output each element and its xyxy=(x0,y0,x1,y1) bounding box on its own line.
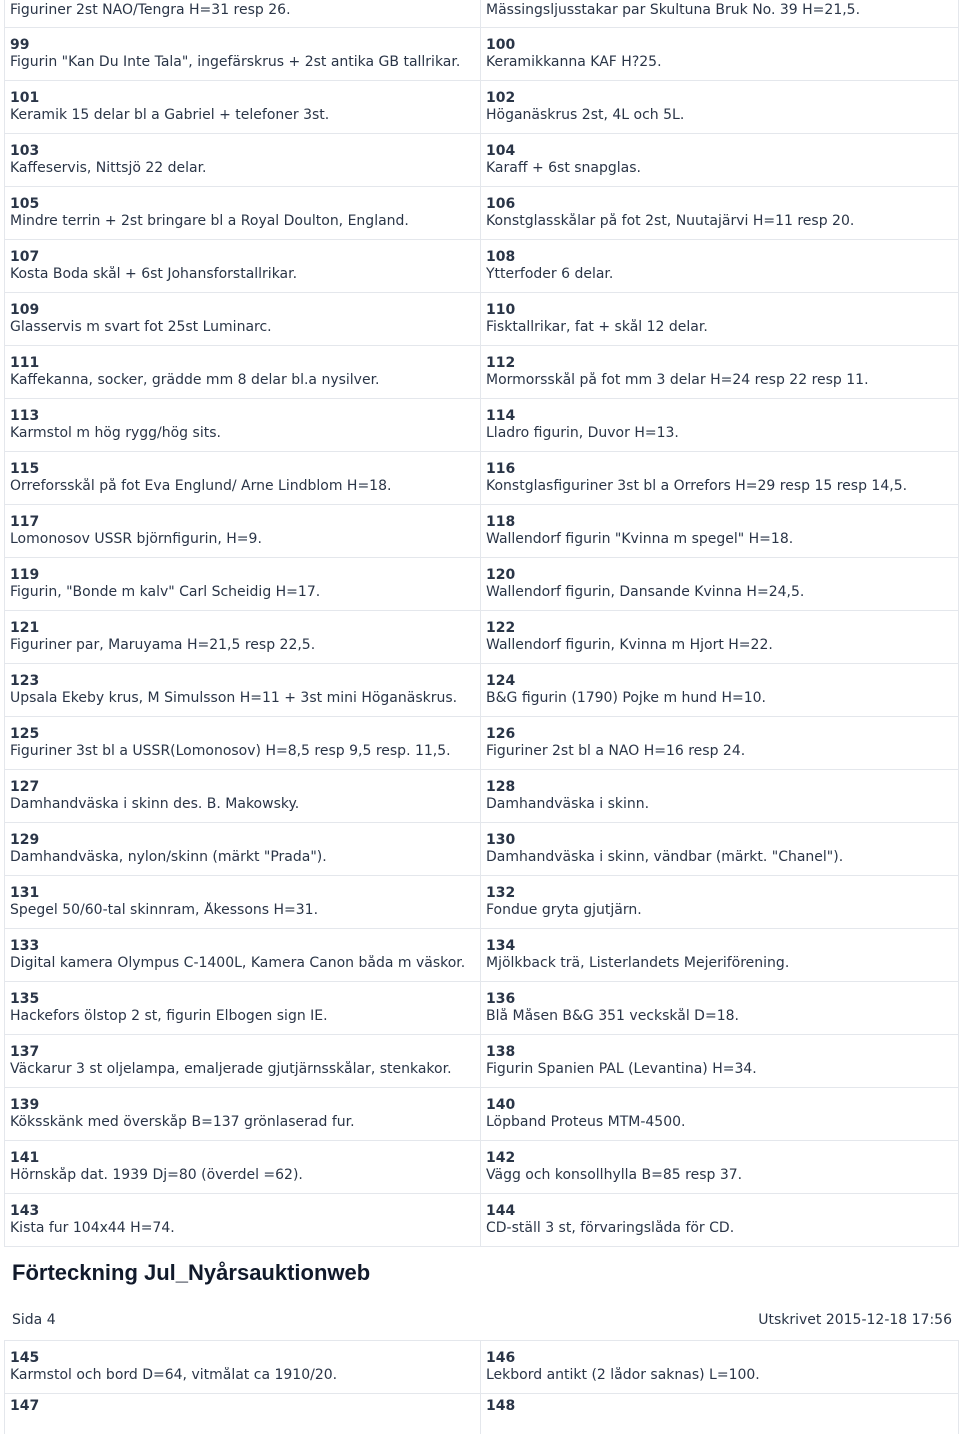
lot-row xyxy=(5,187,958,240)
lot-number: 136 xyxy=(486,991,516,1007)
lot-description: Konstglasskålar på fot 2st, Nuutajärvi H=11 resp 20. xyxy=(486,213,855,229)
lot-number: 145 xyxy=(10,1350,40,1366)
printed-timestamp: Utskrivet 2015-12-18 17:56 xyxy=(758,1312,952,1328)
lot-cell-right xyxy=(481,452,958,504)
lot-cell-right xyxy=(481,399,958,451)
lot-description: Kosta Boda skål + 6st Johansforstallrikar. xyxy=(10,266,298,282)
lot-description: Lladro figurin, Duvor H=13. xyxy=(486,425,679,441)
lot-description: B&G figurin (1790) Pojke m hund H=10. xyxy=(486,690,767,706)
lot-description: Hörnskåp dat. 1939 Dj=80 (överdel =62). xyxy=(10,1167,303,1183)
lot-cell-left xyxy=(5,346,481,398)
lot-cell-right xyxy=(481,293,958,345)
lot-number: 118 xyxy=(486,514,516,530)
lot-description: Höganäskrus 2st, 4L och 5L. xyxy=(486,107,685,123)
lot-number: 128 xyxy=(486,779,516,795)
lot-description: Kaffeservis, Nittsjö 22 delar. xyxy=(10,160,207,176)
lot-cell-left xyxy=(5,0,481,27)
lot-description: Spegel 50/60-tal skinnram, Åkessons H=31. xyxy=(10,902,319,918)
lot-table-top xyxy=(4,0,959,1247)
lot-cell-left xyxy=(5,558,481,610)
lot-cell-left xyxy=(5,505,481,557)
lot-cell-right xyxy=(481,717,958,769)
lot-number: 125 xyxy=(10,726,40,742)
lot-cell-right xyxy=(481,134,958,186)
lot-description: Blå Måsen B&G 351 veckskål D=18. xyxy=(486,1008,739,1024)
lot-cell-right xyxy=(481,1394,958,1434)
lot-number: 148 xyxy=(486,1398,516,1414)
lot-number: 101 xyxy=(10,90,40,106)
lot-row xyxy=(5,770,958,823)
lot-number: 147 xyxy=(10,1398,40,1414)
lot-cell-left xyxy=(5,611,481,663)
lot-number: 102 xyxy=(486,90,516,106)
lot-number: 129 xyxy=(10,832,40,848)
lot-description: Orreforsskål på fot Eva Englund/ Arne Lindblom H=18. xyxy=(10,478,392,494)
lot-cell-left xyxy=(5,664,481,716)
lot-cell-left xyxy=(5,1088,481,1140)
lot-cell-right xyxy=(481,1194,958,1246)
lot-description: Keramik 15 delar bl a Gabriel + telefoner 3st. xyxy=(10,107,330,123)
lot-number: 110 xyxy=(486,302,516,318)
lot-cell-left xyxy=(5,1341,481,1393)
lot-number: 124 xyxy=(486,673,516,689)
lot-description: Vägg och konsollhylla B=85 resp 37. xyxy=(486,1167,743,1183)
lot-cell-left xyxy=(5,823,481,875)
lot-row xyxy=(5,558,958,611)
lot-number: 119 xyxy=(10,567,40,583)
lot-row xyxy=(5,240,958,293)
lot-cell-right xyxy=(481,187,958,239)
lot-description: Karmstol m hög rygg/hög sits. xyxy=(10,425,221,441)
lot-description: Figuriner 2st NAO/Tengra H=31 resp 26. xyxy=(10,2,291,18)
lot-number: 122 xyxy=(486,620,516,636)
lot-description: Figuriner 2st bl a NAO H=16 resp 24. xyxy=(486,743,746,759)
lot-number: 100 xyxy=(486,37,516,53)
lot-cell-right xyxy=(481,1141,958,1193)
lot-description: Figurin, "Bonde m kalv" Carl Scheidig H=17. xyxy=(10,584,321,600)
lot-description: Mjölkback trä, Listerlandets Mejeriförening. xyxy=(486,955,790,971)
lot-description: Karaff + 6st snapglas. xyxy=(486,160,641,176)
lot-cell-left xyxy=(5,187,481,239)
lot-description: Damhandväska, nylon/skinn (märkt "Prada"). xyxy=(10,849,327,865)
lot-number: 99 xyxy=(10,37,30,53)
lot-description: Upsala Ekeby krus, M Simulsson H=11 + 3st mini Höganäskrus. xyxy=(10,690,458,706)
lot-description: Mässingsljusstakar par Skultuna Bruk No. 39 H=21,5. xyxy=(486,2,861,18)
lot-number: 117 xyxy=(10,514,40,530)
lot-description: Lekbord antikt (2 lådor saknas) L=100. xyxy=(486,1367,760,1383)
lot-description: Mormorsskål på fot mm 3 delar H=24 resp 22 resp 11. xyxy=(486,372,869,388)
lot-cell-left xyxy=(5,876,481,928)
lot-description: Kista fur 104x44 H=74. xyxy=(10,1220,175,1236)
lot-description: Wallendorf figurin, Dansande Kvinna H=24,5. xyxy=(486,584,805,600)
lot-row xyxy=(5,1341,958,1394)
lot-cell-right xyxy=(481,770,958,822)
lot-description: Glasservis m svart fot 25st Luminarc. xyxy=(10,319,272,335)
lot-row xyxy=(5,611,958,664)
lot-number: 123 xyxy=(10,673,40,689)
lot-description: Konstglasfiguriner 3st bl a Orrefors H=29 resp 15 resp 14,5. xyxy=(486,478,908,494)
lot-cell-right xyxy=(481,558,958,610)
lot-cell-right xyxy=(481,823,958,875)
lot-cell-left xyxy=(5,1035,481,1087)
lot-description: Damhandväska i skinn des. B. Makowsky. xyxy=(10,796,300,812)
lot-number: 130 xyxy=(486,832,516,848)
lot-description: Figuriner 3st bl a USSR(Lomonosov) H=8,5 resp 9,5 resp. 11,5. xyxy=(10,743,451,759)
lot-table-bottom xyxy=(4,1340,959,1434)
lot-description: Fisktallrikar, fat + skål 12 delar. xyxy=(486,319,708,335)
lot-number: 132 xyxy=(486,885,516,901)
lot-row xyxy=(5,134,958,187)
lot-number: 120 xyxy=(486,567,516,583)
lot-number: 141 xyxy=(10,1150,40,1166)
lot-row xyxy=(5,0,958,28)
lot-row xyxy=(5,982,958,1035)
lot-description: Keramikkanna KAF H?25. xyxy=(486,54,662,70)
lot-row xyxy=(5,876,958,929)
lot-cell-left xyxy=(5,717,481,769)
lot-description: Mindre terrin + 2st bringare bl a Royal Doulton, England. xyxy=(10,213,409,229)
lot-number: 109 xyxy=(10,302,40,318)
lot-number: 106 xyxy=(486,196,516,212)
lot-description: Fondue gryta gjutjärn. xyxy=(486,902,642,918)
lot-row xyxy=(5,452,958,505)
lot-number: 143 xyxy=(10,1203,40,1219)
lot-number: 115 xyxy=(10,461,40,477)
lot-number: 113 xyxy=(10,408,40,424)
lot-row xyxy=(5,929,958,982)
lot-description: Kaffekanna, socker, grädde mm 8 delar bl.a nysilver. xyxy=(10,372,380,388)
lot-row xyxy=(5,717,958,770)
lot-cell-left xyxy=(5,1394,481,1434)
lot-number: 140 xyxy=(486,1097,516,1113)
lot-description: Digital kamera Olympus C-1400L, Kamera Canon båda m väskor. xyxy=(10,955,466,971)
lot-description: Figurin Spanien PAL (Levantina) H=34. xyxy=(486,1061,757,1077)
lot-description: Wallendorf figurin, Kvinna m Hjort H=22. xyxy=(486,637,773,653)
lot-row xyxy=(5,1035,958,1088)
lot-row xyxy=(5,505,958,558)
page-info-bar xyxy=(12,1310,952,1330)
lot-cell-right xyxy=(481,982,958,1034)
lot-cell-left xyxy=(5,1194,481,1246)
lot-number: 108 xyxy=(486,249,516,265)
lot-cell-right xyxy=(481,28,958,80)
lot-number: 137 xyxy=(10,1044,40,1060)
lot-cell-left xyxy=(5,1141,481,1193)
lot-cell-left xyxy=(5,929,481,981)
lot-number: 133 xyxy=(10,938,40,954)
lot-row xyxy=(5,81,958,134)
lot-description: Köksskänk med överskåp B=137 grönlaserad fur. xyxy=(10,1114,355,1130)
lot-description: Väckarur 3 st oljelampa, emaljerade gjutjärnsskålar, stenkakor. xyxy=(10,1061,452,1077)
lot-cell-left xyxy=(5,28,481,80)
lot-cell-left xyxy=(5,399,481,451)
lot-number: 105 xyxy=(10,196,40,212)
lot-number: 111 xyxy=(10,355,40,371)
lot-number: 126 xyxy=(486,726,516,742)
lot-description: Hackefors ölstop 2 st, figurin Elbogen sign IE. xyxy=(10,1008,328,1024)
lot-description: Lomonosov USSR björnfigurin, H=9. xyxy=(10,531,262,547)
lot-cell-right xyxy=(481,1035,958,1087)
lot-number: 104 xyxy=(486,143,516,159)
lot-cell-left xyxy=(5,452,481,504)
lot-cell-left xyxy=(5,81,481,133)
lot-number: 146 xyxy=(486,1350,516,1366)
lot-number: 116 xyxy=(486,461,516,477)
lot-description: Figuriner par, Maruyama H=21,5 resp 22,5. xyxy=(10,637,316,653)
lot-cell-left xyxy=(5,240,481,292)
lot-cell-left xyxy=(5,293,481,345)
lot-cell-right xyxy=(481,81,958,133)
lot-cell-left xyxy=(5,134,481,186)
lot-cell-right xyxy=(481,346,958,398)
lot-cell-right xyxy=(481,611,958,663)
lot-row xyxy=(5,664,958,717)
lot-cell-right xyxy=(481,240,958,292)
lot-cell-left xyxy=(5,982,481,1034)
lot-row xyxy=(5,293,958,346)
lot-cell-right xyxy=(481,1341,958,1393)
lot-number: 107 xyxy=(10,249,40,265)
lot-description: Löpband Proteus MTM-4500. xyxy=(486,1114,686,1130)
lot-description: Wallendorf figurin "Kvinna m spegel" H=18. xyxy=(486,531,794,547)
lot-cell-right xyxy=(481,929,958,981)
lot-description: Ytterfoder 6 delar. xyxy=(486,266,614,282)
lot-number: 114 xyxy=(486,408,516,424)
lot-number: 138 xyxy=(486,1044,516,1060)
lot-number: 144 xyxy=(486,1203,516,1219)
lot-number: 134 xyxy=(486,938,516,954)
lot-cell-right xyxy=(481,876,958,928)
lot-description: Karmstol och bord D=64, vitmålat ca 1910/20. xyxy=(10,1367,338,1383)
lot-description: Damhandväska i skinn. xyxy=(486,796,650,812)
lot-description: CD-ställ 3 st, förvaringslåda för CD. xyxy=(486,1220,735,1236)
lot-cell-right xyxy=(481,664,958,716)
lot-row xyxy=(5,1141,958,1194)
lot-row xyxy=(5,1088,958,1141)
lot-number: 127 xyxy=(10,779,40,795)
lot-number: 131 xyxy=(10,885,40,901)
lot-number: 142 xyxy=(486,1150,516,1166)
lot-cell-right xyxy=(481,505,958,557)
lot-number: 112 xyxy=(486,355,516,371)
catalog-heading: Förteckning Jul_Nyårsauktionweb xyxy=(12,1260,371,1285)
page-number: Sida 4 xyxy=(12,1312,56,1328)
lot-description: Damhandväska i skinn, vändbar (märkt. "Chanel"). xyxy=(486,849,844,865)
lot-row xyxy=(5,823,958,876)
lot-number: 103 xyxy=(10,143,40,159)
lot-description: Figurin "Kan Du Inte Tala", ingefärskrus + 2st antika GB tallrikar. xyxy=(10,54,461,70)
lot-cell-right xyxy=(481,0,958,27)
lot-number: 121 xyxy=(10,620,40,636)
lot-row xyxy=(5,1194,958,1246)
lot-cell-right xyxy=(481,1088,958,1140)
lot-cell-left xyxy=(5,770,481,822)
lot-number: 135 xyxy=(10,991,40,1007)
lot-row xyxy=(5,399,958,452)
lot-row xyxy=(5,346,958,399)
lot-row xyxy=(5,1394,958,1434)
lot-row xyxy=(5,28,958,81)
lot-number: 139 xyxy=(10,1097,40,1113)
